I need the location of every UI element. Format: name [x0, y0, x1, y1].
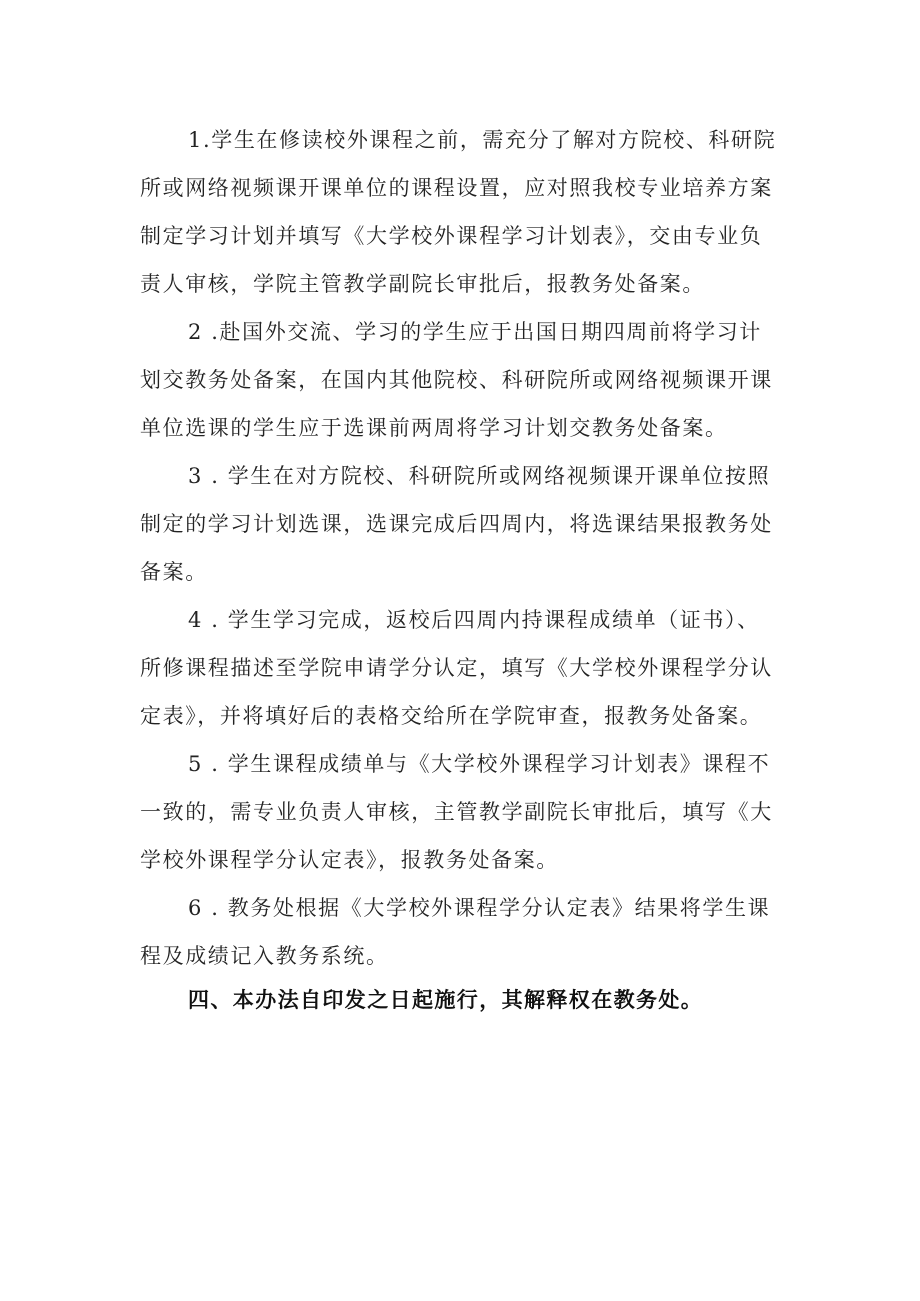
paragraph-1-line-1: 1.学生在修读校外课程之前，需充分了解对方院校、科研院 — [188, 128, 777, 152]
paragraph-1-line-4: 责人审核，学院主管教学副院长审批后，报教务处备案。 — [140, 272, 705, 296]
paragraph-5-line-3: 学校外课程学分认定表》，报教务处备案。 — [140, 848, 559, 872]
paragraph-5-line-2: 一致的，需专业负责人审核，主管教学副院长审批后，填写《大 — [140, 800, 773, 824]
paragraph-2-line-1: 2 .赴国外交流、学习的学生应于出国日期四周前将学习计 — [188, 320, 762, 344]
paragraph-1-line-3: 制定学习计划并填写《大学校外课程学习计划表》，交由专业负 — [140, 224, 763, 248]
paragraph-1-line-2: 所或网络视频课开课单位的课程设置，应对照我校专业培养方案 — [140, 176, 773, 200]
paragraph-5-line-1: 5 . 学生课程成绩单与《大学校外课程学习计划表》课程不 — [188, 752, 771, 776]
paragraph-3-line-1: 3 . 学生在对方院校、科研院所或网络视频课开课单位按照 — [188, 464, 771, 488]
paragraph-3-line-2: 制定的学习计划选课，选课完成后四周内，将选课结果报教务处 — [140, 512, 773, 536]
paragraph-6-line-1: 6 . 教务处根据《大学校外课程学分认定表》结果将学生课 — [188, 896, 771, 920]
paragraph-2-line-3: 单位选课的学生应于选课前两周将学习计划交教务处备案。 — [140, 416, 728, 440]
paragraph-2-line-2: 划交教务处备案，在国内其他院校、科研院所或网络视频课开课 — [140, 368, 773, 392]
paragraph-4-line-1: 4 . 学生学习完成，返校后四周内持课程成绩单（证书）、 — [188, 608, 760, 632]
paragraph-3-line-3: 备案。 — [140, 560, 208, 584]
paragraph-4-line-2: 所修课程描述至学院申请学分认定，填写《大学校外课程学分认 — [140, 656, 773, 680]
paragraph-4-line-3: 定表》，并将填好后的表格交给所在学院审查，报教务处备案。 — [140, 704, 763, 728]
paragraph-6-line-2: 程及成绩记入教务系统。 — [140, 944, 389, 968]
section-heading: 四、本办法自印发之日起施行，其解释权在教务处。 — [188, 988, 704, 1012]
